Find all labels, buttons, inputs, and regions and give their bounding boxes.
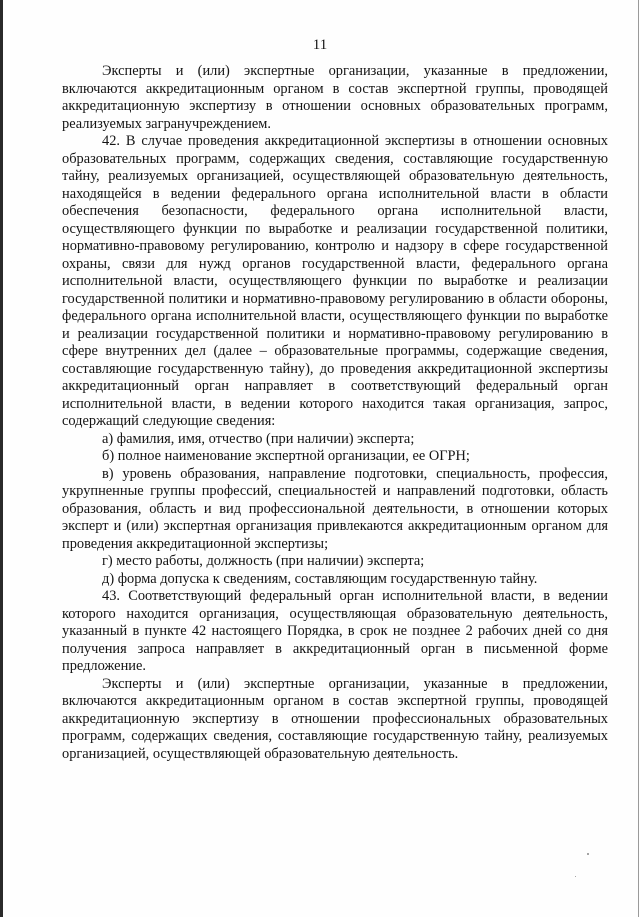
paragraph-clause-42: 42. В случае проведения аккредитационной экспертизы в отношении основных образовательных программ, содержащих сведения, составляющие государственную тайну, реализуемых организацией, осуществляющей образовательную деятельность, находящейся в ведении федерального органа исполнительной власти в области обеспечения безопасности, федерального органа исполнительной власти, осуществляющего функции по выработке и реализации государственной политики, нормативно-правовому регулированию, контролю и надзору в сфере государственной охраны, связи для нужд органов государственной власти, федерального органа исполнительной власти, осуществляющего функции по выработке и реализации государственной политики и нормативно-правовому регулированию в области обороны, федерального органа исполнительной власти, осуществляющего функции по выработке и реализации государственной политики и нормативно-правовому регулированию в сфере внутренних дел (далее – образовательные программы, содержащие сведения, составляющие государственную тайну), до проведения аккредитационной экспертизы аккредитационный орган направляет в соответствующий федеральный орган исполнительной власти, в ведении которого находится такая организация, запрос, содержащий следующие сведения: bbox=[62, 133, 608, 429]
list-item-b: б) полное наименование экспертной организации, ее ОГРН; bbox=[102, 448, 470, 464]
paragraph-experts-secret: Эксперты и (или) экспертные организации, указанные в предложении, включаются аккредитационным органом в состав экспертной группы, проводящей аккредитационную экспертизу в отношении профессиональных образовательных программ, содержащих сведения, составляющие государственную тайну, реализуемых организацией, осуществляющей образовательную деятельность. bbox=[62, 675, 608, 762]
page-number: 11 bbox=[312, 37, 328, 53]
paragraph-experts-foreign: Эксперты и (или) экспертные организации, указанные в предложении, включаются аккредитационным органом в состав экспертной группы, проводящей аккредитационную экспертизу в отношении основных образовательных программ, реализуемых загранучреждением. bbox=[62, 63, 608, 132]
scan-speck bbox=[575, 876, 576, 877]
paragraph-clause-43: 43. Соответствующий федеральный орган исполнительной власти, в ведении которого находится организация, осуществляющая образовательную деятельность, указанный в пункте 42 настоящего Порядка, в срок не позднее 2 рабочих дней со дня получения запроса направляет в аккредитационный орган в письменной форме предложение. bbox=[62, 588, 608, 674]
list-item-g: г) место работы, должность (при наличии) эксперта; bbox=[102, 553, 425, 569]
scan-edge-left bbox=[0, 0, 3, 917]
list-item-d: д) форма допуска к сведениям, составляющим государственную тайну. bbox=[102, 570, 538, 587]
list-item-a: а) фамилия, имя, отчество (при наличии) эксперта; bbox=[102, 430, 415, 447]
list-item-v: в) уровень образования, направление подготовки, специальность, профессия, укрупненные группы профессий, специальностей и направлений подготовки, область образования, область и вид профессиональной деятельности, в отношении которых эксперт и (или) экспертная организация привлекаются аккредитационным органом для проведения аккредитационной экспертизы; bbox=[62, 465, 608, 552]
scan-edge-right bbox=[638, 0, 639, 917]
document-body bbox=[62, 63, 608, 763]
scan-speck bbox=[587, 853, 589, 855]
